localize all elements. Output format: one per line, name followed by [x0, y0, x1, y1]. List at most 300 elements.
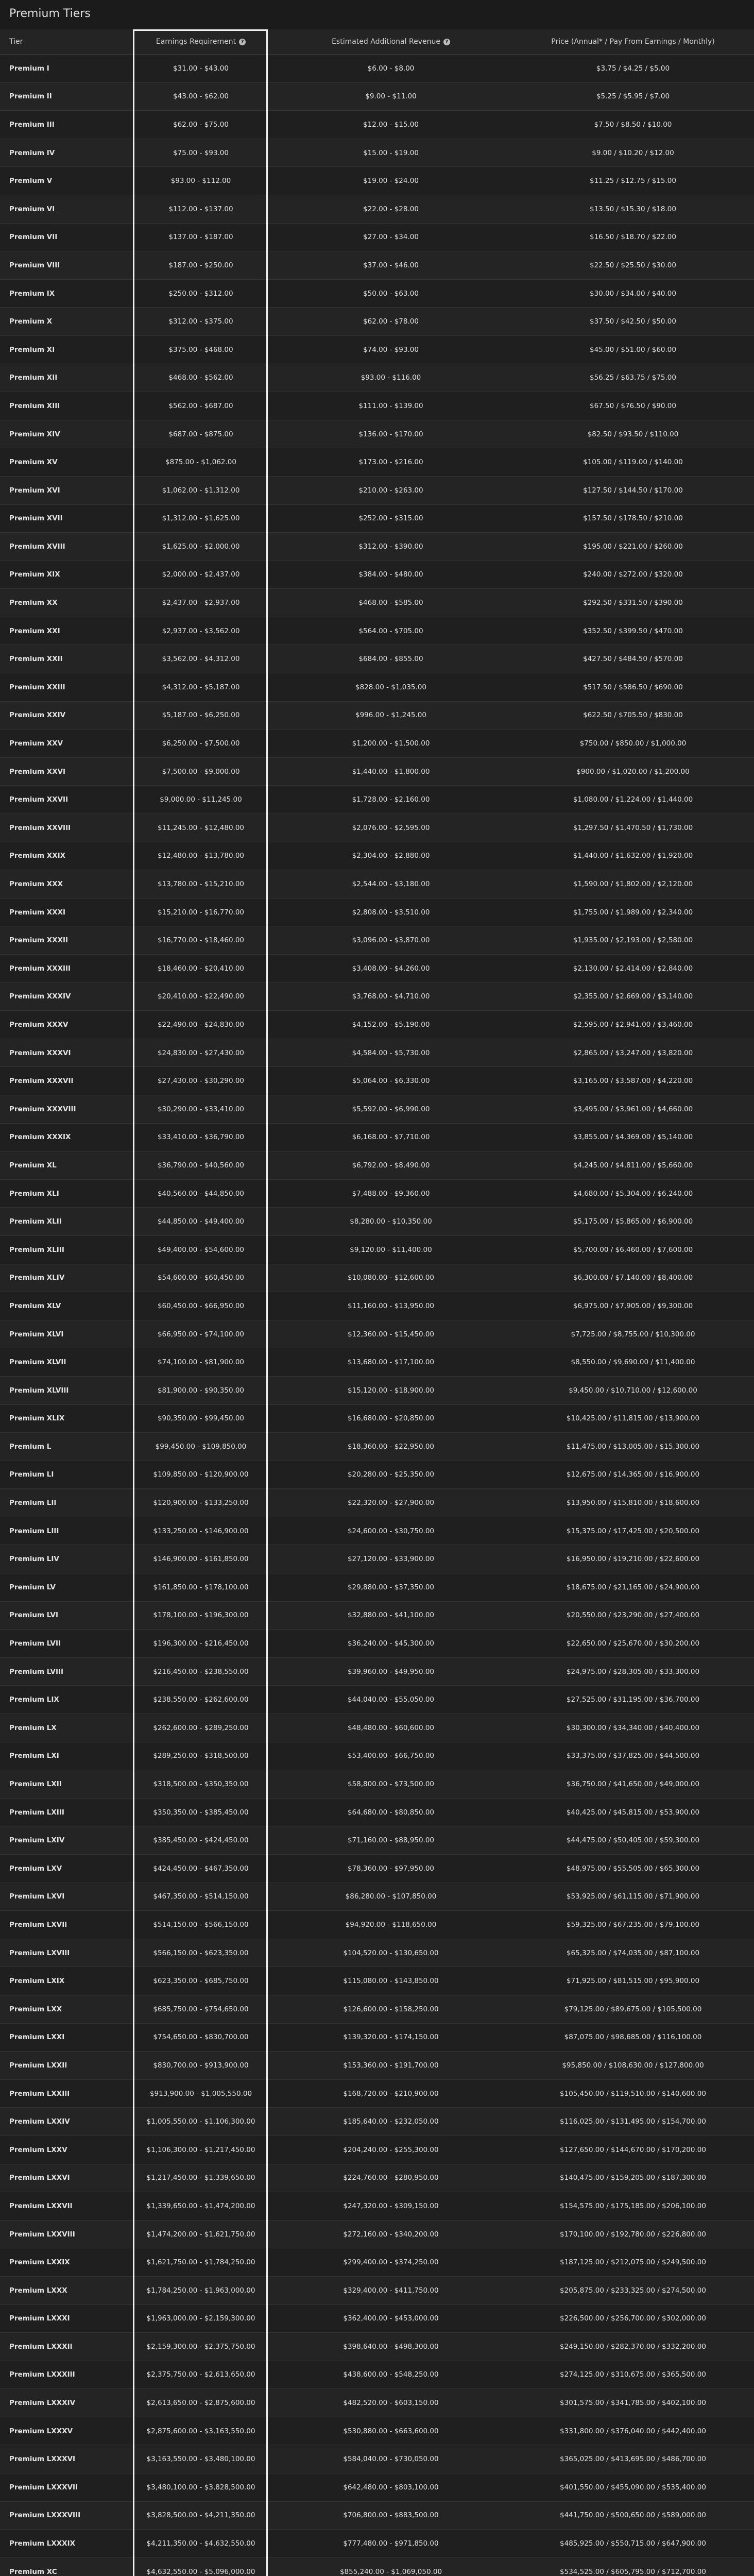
- estimated-revenue-cell: $299,400.00 - $374,250.00: [270, 2248, 512, 2277]
- table-row: [0, 926, 754, 955]
- table-row: [0, 2361, 754, 2389]
- price-cell: $20,550.00 / $23,290.00 / $27,400.00: [512, 1601, 754, 1630]
- table-row: [0, 2192, 754, 2221]
- tier-name-cell: Premium LXXIX: [0, 2248, 132, 2277]
- tier-name-cell: Premium LXXXIV: [0, 2389, 132, 2417]
- tier-name-cell: Premium I: [0, 55, 132, 83]
- tier-name-cell: Premium LXXX: [0, 2276, 132, 2304]
- tier-name-cell: Premium LVI: [0, 1601, 132, 1630]
- header-tier-label: Tier: [9, 38, 23, 46]
- tier-name-cell: Premium LV: [0, 1573, 132, 1602]
- table-row: [0, 757, 754, 786]
- earnings-requirement-cell: $3,163,550.00 - $3,480,100.00: [132, 2445, 270, 2473]
- earnings-requirement-cell: $289,250.00 - $318,500.00: [132, 1742, 270, 1770]
- price-cell: $59,325.00 / $67,235.00 / $79,100.00: [512, 1911, 754, 1939]
- estimated-revenue-cell: $39,960.00 - $49,950.00: [270, 1657, 512, 1686]
- earnings-requirement-cell: $4,312.00 - $5,187.00: [132, 673, 270, 702]
- tier-name-cell: Premium LXXVIII: [0, 2220, 132, 2248]
- estimated-revenue-cell: $22,320.00 - $27,900.00: [270, 1489, 512, 1517]
- table-row: [0, 1433, 754, 1461]
- estimated-revenue-cell: $398,640.00 - $498,300.00: [270, 2333, 512, 2361]
- estimated-revenue-cell: $27.00 - $34.00: [270, 223, 512, 251]
- table-row: [0, 1545, 754, 1573]
- table-row: [0, 955, 754, 983]
- tier-name-cell: Premium LVIII: [0, 1657, 132, 1686]
- table-row: [0, 1883, 754, 1911]
- price-cell: $427.50 / $484.50 / $570.00: [512, 645, 754, 673]
- tier-name-cell: Premium X: [0, 308, 132, 336]
- tiers-table-body: [0, 55, 754, 2576]
- table-row: [0, 448, 754, 477]
- estimated-revenue-cell: $3,768.00 - $4,710.00: [270, 982, 512, 1011]
- earnings-requirement-cell: $93.00 - $112.00: [132, 167, 270, 195]
- table-row: [0, 195, 754, 223]
- earnings-requirement-cell: $1,312.00 - $1,625.00: [132, 504, 270, 533]
- estimated-revenue-cell: $777,480.00 - $971,850.00: [270, 2530, 512, 2558]
- table-row: [0, 392, 754, 420]
- table-row: [0, 504, 754, 533]
- table-row: [0, 2333, 754, 2361]
- table-row: [0, 279, 754, 308]
- price-cell: $44,475.00 / $50,405.00 / $59,300.00: [512, 1826, 754, 1855]
- tier-name-cell: Premium XXIII: [0, 673, 132, 702]
- info-icon[interactable]: ?: [443, 39, 450, 45]
- earnings-requirement-cell: $27,430.00 - $30,290.00: [132, 1067, 270, 1095]
- price-cell: $226,500.00 / $256,700.00 / $302,000.00: [512, 2304, 754, 2333]
- table-row: [0, 2248, 754, 2277]
- earnings-requirement-cell: $238,550.00 - $262,600.00: [132, 1686, 270, 1714]
- estimated-revenue-cell: $996.00 - $1,245.00: [270, 701, 512, 730]
- tier-name-cell: Premium LXVI: [0, 1883, 132, 1911]
- earnings-requirement-cell: $250.00 - $312.00: [132, 279, 270, 308]
- price-cell: $9,450.00 / $10,710.00 / $12,600.00: [512, 1376, 754, 1404]
- table-row: [0, 1517, 754, 1545]
- earnings-requirement-cell: $9,000.00 - $11,245.00: [132, 786, 270, 814]
- price-cell: $170,100.00 / $192,780.00 / $226,800.00: [512, 2220, 754, 2248]
- price-cell: $116,025.00 / $131,495.00 / $154,700.00: [512, 2108, 754, 2136]
- price-cell: $292.50 / $331.50 / $390.00: [512, 589, 754, 617]
- price-cell: $195.00 / $221.00 / $260.00: [512, 533, 754, 561]
- table-row: [0, 335, 754, 364]
- price-cell: $65,325.00 / $74,035.00 / $87,100.00: [512, 1939, 754, 1967]
- table-row: [0, 2164, 754, 2192]
- estimated-revenue-cell: $642,480.00 - $803,100.00: [270, 2473, 512, 2502]
- estimated-revenue-cell: $50.00 - $63.00: [270, 279, 512, 308]
- estimated-revenue-cell: $20,280.00 - $25,350.00: [270, 1461, 512, 1489]
- price-cell: $2,355.00 / $2,669.00 / $3,140.00: [512, 982, 754, 1011]
- table-row: [0, 1686, 754, 1714]
- table-row: [0, 1376, 754, 1404]
- earnings-requirement-cell: $12,480.00 - $13,780.00: [132, 842, 270, 870]
- tier-name-cell: Premium LXXXVII: [0, 2473, 132, 2502]
- tier-name-cell: Premium XXV: [0, 730, 132, 758]
- estimated-revenue-cell: $6,168.00 - $7,710.00: [270, 1123, 512, 1151]
- estimated-revenue-cell: $564.00 - $705.00: [270, 617, 512, 645]
- table-row: [0, 533, 754, 561]
- earnings-requirement-cell: $31.00 - $43.00: [132, 55, 270, 83]
- table-row: [0, 645, 754, 673]
- price-cell: $401,550.00 / $455,090.00 / $535,400.00: [512, 2473, 754, 2502]
- tier-name-cell: Premium XXIX: [0, 842, 132, 870]
- tier-name-cell: Premium XXXIII: [0, 955, 132, 983]
- estimated-revenue-cell: $5,064.00 - $6,330.00: [270, 1067, 512, 1095]
- price-cell: $1,590.00 / $1,802.00 / $2,120.00: [512, 870, 754, 899]
- estimated-revenue-cell: $530,880.00 - $663,600.00: [270, 2417, 512, 2445]
- estimated-revenue-cell: $64,680.00 - $80,850.00: [270, 1798, 512, 1826]
- table-row: [0, 2557, 754, 2576]
- estimated-revenue-cell: $312.00 - $390.00: [270, 533, 512, 561]
- price-cell: $11.25 / $12.75 / $15.00: [512, 167, 754, 195]
- tier-name-cell: Premium LXIII: [0, 1798, 132, 1826]
- earnings-requirement-cell: $2,437.00 - $2,937.00: [132, 589, 270, 617]
- table-row: [0, 364, 754, 392]
- estimated-revenue-cell: $29,880.00 - $37,350.00: [270, 1573, 512, 1602]
- earnings-requirement-cell: $262,600.00 - $289,250.00: [132, 1714, 270, 1742]
- estimated-revenue-cell: $828.00 - $1,035.00: [270, 673, 512, 702]
- price-cell: $13.50 / $15.30 / $18.00: [512, 195, 754, 223]
- earnings-requirement-cell: $467,350.00 - $514,150.00: [132, 1883, 270, 1911]
- tier-name-cell: Premium XXVI: [0, 757, 132, 786]
- table-row: [0, 673, 754, 702]
- table-row: [0, 2220, 754, 2248]
- estimated-revenue-cell: $384.00 - $480.00: [270, 561, 512, 589]
- earnings-requirement-cell: $3,480,100.00 - $3,828,500.00: [132, 2473, 270, 2502]
- estimated-revenue-cell: $4,584.00 - $5,730.00: [270, 1039, 512, 1067]
- header-price-label: Price (Annual* / Pay From Earnings / Monthly): [551, 38, 715, 46]
- earnings-requirement-cell: $216,450.00 - $238,550.00: [132, 1657, 270, 1686]
- estimated-revenue-cell: $185,640.00 - $232,050.00: [270, 2108, 512, 2136]
- tier-name-cell: Premium XVI: [0, 476, 132, 504]
- price-cell: $3,165.00 / $3,587.00 / $4,220.00: [512, 1067, 754, 1095]
- estimated-revenue-cell: $362,400.00 - $453,000.00: [270, 2304, 512, 2333]
- price-cell: $5,175.00 / $5,865.00 / $6,900.00: [512, 1208, 754, 1236]
- price-cell: $7,725.00 / $8,755.00 / $10,300.00: [512, 1320, 754, 1348]
- estimated-revenue-cell: $78,360.00 - $97,950.00: [270, 1855, 512, 1883]
- tier-name-cell: Premium LII: [0, 1489, 132, 1517]
- table-row: [0, 1067, 754, 1095]
- info-icon[interactable]: ?: [239, 39, 246, 45]
- tiers-table-container: [0, 29, 754, 2576]
- earnings-requirement-cell: $161,850.00 - $178,100.00: [132, 1573, 270, 1602]
- earnings-requirement-cell: $3,562.00 - $4,312.00: [132, 645, 270, 673]
- tier-name-cell: Premium XLVIII: [0, 1376, 132, 1404]
- estimated-revenue-cell: $62.00 - $78.00: [270, 308, 512, 336]
- price-cell: $2,130.00 / $2,414.00 / $2,840.00: [512, 955, 754, 983]
- table-row: [0, 1235, 754, 1264]
- earnings-requirement-cell: $875.00 - $1,062.00: [132, 448, 270, 477]
- tier-name-cell: Premium XVIII: [0, 533, 132, 561]
- earnings-requirement-cell: $312.00 - $375.00: [132, 308, 270, 336]
- table-row: [0, 1939, 754, 1967]
- tier-name-cell: Premium LXXV: [0, 2136, 132, 2164]
- header-earnings-label: Earnings Requirement: [156, 38, 236, 46]
- table-row: [0, 1770, 754, 1799]
- price-cell: $3.75 / $4.25 / $5.00: [512, 55, 754, 83]
- table-row: [0, 1967, 754, 1995]
- estimated-revenue-cell: $13,680.00 - $17,100.00: [270, 1348, 512, 1377]
- earnings-requirement-cell: $187.00 - $250.00: [132, 251, 270, 280]
- tier-name-cell: Premium XX: [0, 589, 132, 617]
- estimated-revenue-cell: $12,360.00 - $15,450.00: [270, 1320, 512, 1348]
- earnings-requirement-cell: $1,621,750.00 - $1,784,250.00: [132, 2248, 270, 2277]
- estimated-revenue-cell: $27,120.00 - $33,900.00: [270, 1545, 512, 1573]
- estimated-revenue-cell: $173.00 - $216.00: [270, 448, 512, 477]
- tier-name-cell: Premium LIII: [0, 1517, 132, 1545]
- table-row: [0, 1489, 754, 1517]
- tier-name-cell: Premium XXIV: [0, 701, 132, 730]
- earnings-requirement-cell: $60,450.00 - $66,950.00: [132, 1292, 270, 1320]
- tier-name-cell: Premium LXXIII: [0, 2079, 132, 2108]
- table-row: [0, 870, 754, 899]
- tier-name-cell: Premium XLIV: [0, 1264, 132, 1292]
- table-row: [0, 1798, 754, 1826]
- earnings-requirement-cell: $49,400.00 - $54,600.00: [132, 1235, 270, 1264]
- price-cell: $750.00 / $850.00 / $1,000.00: [512, 730, 754, 758]
- table-row: [0, 1630, 754, 1658]
- earnings-requirement-cell: $2,613,650.00 - $2,875,600.00: [132, 2389, 270, 2417]
- tier-name-cell: Premium XIX: [0, 561, 132, 589]
- earnings-requirement-cell: $24,830.00 - $27,430.00: [132, 1039, 270, 1067]
- estimated-revenue-cell: $37.00 - $46.00: [270, 251, 512, 280]
- price-cell: $517.50 / $586.50 / $690.00: [512, 673, 754, 702]
- earnings-requirement-cell: $1,784,250.00 - $1,963,000.00: [132, 2276, 270, 2304]
- tier-name-cell: Premium XXX: [0, 870, 132, 899]
- table-row: [0, 1601, 754, 1630]
- estimated-revenue-cell: $204,240.00 - $255,300.00: [270, 2136, 512, 2164]
- earnings-requirement-cell: $178,100.00 - $196,300.00: [132, 1601, 270, 1630]
- tier-name-cell: Premium XXVII: [0, 786, 132, 814]
- estimated-revenue-cell: $115,080.00 - $143,850.00: [270, 1967, 512, 1995]
- earnings-requirement-cell: $468.00 - $562.00: [132, 364, 270, 392]
- earnings-requirement-cell: $2,875,600.00 - $3,163,550.00: [132, 2417, 270, 2445]
- earnings-requirement-cell: $375.00 - $468.00: [132, 335, 270, 364]
- table-row: [0, 2473, 754, 2502]
- price-cell: $82.50 / $93.50 / $110.00: [512, 420, 754, 448]
- earnings-requirement-cell: $30,290.00 - $33,410.00: [132, 1095, 270, 1123]
- table-row: [0, 730, 754, 758]
- price-cell: $1,755.00 / $1,989.00 / $2,340.00: [512, 898, 754, 926]
- estimated-revenue-cell: $272,160.00 - $340,200.00: [270, 2220, 512, 2248]
- estimated-revenue-cell: $126,600.00 - $158,250.00: [270, 1995, 512, 2023]
- earnings-requirement-cell: $318,500.00 - $350,350.00: [132, 1770, 270, 1799]
- estimated-revenue-cell: $1,728.00 - $2,160.00: [270, 786, 512, 814]
- tier-name-cell: Premium LXI: [0, 1742, 132, 1770]
- page-title: Premium Tiers: [9, 7, 91, 20]
- earnings-requirement-cell: $514,150.00 - $566,150.00: [132, 1911, 270, 1939]
- earnings-requirement-cell: $754,650.00 - $830,700.00: [132, 2023, 270, 2052]
- table-row: [0, 701, 754, 730]
- table-row: [0, 1264, 754, 1292]
- tier-name-cell: Premium LXIV: [0, 1826, 132, 1855]
- tier-name-cell: Premium VIII: [0, 251, 132, 280]
- estimated-revenue-cell: $136.00 - $170.00: [270, 420, 512, 448]
- tier-name-cell: Premium LXXIV: [0, 2108, 132, 2136]
- table-row: [0, 2445, 754, 2473]
- tier-name-cell: Premium LXXVI: [0, 2164, 132, 2192]
- price-cell: $1,080.00 / $1,224.00 / $1,440.00: [512, 786, 754, 814]
- earnings-requirement-cell: $112.00 - $137.00: [132, 195, 270, 223]
- earnings-requirement-cell: $99,450.00 - $109,850.00: [132, 1433, 270, 1461]
- tier-name-cell: Premium LXXII: [0, 2052, 132, 2080]
- estimated-revenue-cell: $94,920.00 - $118,650.00: [270, 1911, 512, 1939]
- tier-name-cell: Premium XXXI: [0, 898, 132, 926]
- tier-name-cell: Premium XV: [0, 448, 132, 477]
- estimated-revenue-cell: $247,320.00 - $309,150.00: [270, 2192, 512, 2221]
- tier-name-cell: Premium L: [0, 1433, 132, 1461]
- tier-name-cell: Premium LXXXI: [0, 2304, 132, 2333]
- price-cell: $3,855.00 / $4,369.00 / $5,140.00: [512, 1123, 754, 1151]
- tier-name-cell: Premium LXXI: [0, 2023, 132, 2052]
- estimated-revenue-cell: $18,360.00 - $22,950.00: [270, 1433, 512, 1461]
- estimated-revenue-cell: $3,408.00 - $4,260.00: [270, 955, 512, 983]
- price-cell: $301,575.00 / $341,785.00 / $402,100.00: [512, 2389, 754, 2417]
- table-row: [0, 786, 754, 814]
- table-row: [0, 1320, 754, 1348]
- estimated-revenue-cell: $10,080.00 - $12,600.00: [270, 1264, 512, 1292]
- tier-name-cell: Premium XXXVIII: [0, 1095, 132, 1123]
- header-price: [512, 29, 754, 55]
- earnings-requirement-cell: $385,450.00 - $424,450.00: [132, 1826, 270, 1855]
- price-cell: $187,125.00 / $212,075.00 / $249,500.00: [512, 2248, 754, 2277]
- tier-name-cell: Premium LXIX: [0, 1967, 132, 1995]
- tier-name-cell: Premium XLIX: [0, 1404, 132, 1433]
- earnings-requirement-cell: $6,250.00 - $7,500.00: [132, 730, 270, 758]
- earnings-requirement-cell: $66,950.00 - $74,100.00: [132, 1320, 270, 1348]
- table-row: [0, 139, 754, 167]
- earnings-requirement-cell: $5,187.00 - $6,250.00: [132, 701, 270, 730]
- table-row: [0, 2136, 754, 2164]
- table-row: [0, 1911, 754, 1939]
- earnings-requirement-cell: $1,217,450.00 - $1,339,650.00: [132, 2164, 270, 2192]
- earnings-requirement-cell: $16,770.00 - $18,460.00: [132, 926, 270, 955]
- estimated-revenue-cell: $12.00 - $15.00: [270, 111, 512, 139]
- tier-name-cell: Premium XI: [0, 335, 132, 364]
- price-cell: $10,425.00 / $11,815.00 / $13,900.00: [512, 1404, 754, 1433]
- price-cell: $157.50 / $178.50 / $210.00: [512, 504, 754, 533]
- earnings-requirement-cell: $350,350.00 - $385,450.00: [132, 1798, 270, 1826]
- table-row: [0, 476, 754, 504]
- estimated-revenue-cell: $482,520.00 - $603,150.00: [270, 2389, 512, 2417]
- earnings-requirement-cell: $2,159,300.00 - $2,375,750.00: [132, 2333, 270, 2361]
- table-row: [0, 2108, 754, 2136]
- price-cell: $205,875.00 / $233,325.00 / $274,500.00: [512, 2276, 754, 2304]
- tier-name-cell: Premium XXII: [0, 645, 132, 673]
- tier-name-cell: Premium XLIII: [0, 1235, 132, 1264]
- tier-name-cell: Premium VII: [0, 223, 132, 251]
- estimated-revenue-cell: $11,160.00 - $13,950.00: [270, 1292, 512, 1320]
- table-row: [0, 1855, 754, 1883]
- earnings-requirement-cell: $36,790.00 - $40,560.00: [132, 1151, 270, 1180]
- estimated-revenue-cell: $252.00 - $315.00: [270, 504, 512, 533]
- estimated-revenue-cell: $584,040.00 - $730,050.00: [270, 2445, 512, 2473]
- tier-name-cell: Premium XII: [0, 364, 132, 392]
- tier-name-cell: Premium LXXXII: [0, 2333, 132, 2361]
- estimated-revenue-cell: $1,200.00 - $1,500.00: [270, 730, 512, 758]
- table-row: [0, 1039, 754, 1067]
- price-cell: $1,297.50 / $1,470.50 / $1,730.00: [512, 814, 754, 842]
- table-row: [0, 308, 754, 336]
- earnings-requirement-cell: $566,150.00 - $623,350.00: [132, 1939, 270, 1967]
- table-header-row: [0, 29, 754, 55]
- price-cell: $9.00 / $10.20 / $12.00: [512, 139, 754, 167]
- price-cell: $67.50 / $76.50 / $90.00: [512, 392, 754, 420]
- earnings-requirement-cell: $18,460.00 - $20,410.00: [132, 955, 270, 983]
- earnings-requirement-cell: $4,632,550.00 - $5,096,000.00: [132, 2557, 270, 2576]
- estimated-revenue-cell: $36,240.00 - $45,300.00: [270, 1630, 512, 1658]
- earnings-requirement-cell: $3,828,500.00 - $4,211,350.00: [132, 2501, 270, 2530]
- tier-name-cell: Premium LIV: [0, 1545, 132, 1573]
- table-row: [0, 1151, 754, 1180]
- price-cell: $534,525.00 / $605,795.00 / $712,700.00: [512, 2557, 754, 2576]
- earnings-requirement-cell: $1,106,300.00 - $1,217,450.00: [132, 2136, 270, 2164]
- estimated-revenue-cell: $684.00 - $855.00: [270, 645, 512, 673]
- price-cell: $127.50 / $144.50 / $170.00: [512, 476, 754, 504]
- price-cell: $22.50 / $25.50 / $30.00: [512, 251, 754, 280]
- earnings-requirement-cell: $424,450.00 - $467,350.00: [132, 1855, 270, 1883]
- tier-name-cell: Premium LXXXIX: [0, 2530, 132, 2558]
- price-cell: $274,125.00 / $310,675.00 / $365,500.00: [512, 2361, 754, 2389]
- estimated-revenue-cell: $111.00 - $139.00: [270, 392, 512, 420]
- price-cell: $352.50 / $399.50 / $470.00: [512, 617, 754, 645]
- table-row: [0, 1292, 754, 1320]
- tiers-table: [0, 29, 754, 2576]
- table-row: [0, 1995, 754, 2023]
- table-row: [0, 1742, 754, 1770]
- tier-name-cell: Premium LXXVII: [0, 2192, 132, 2221]
- table-row: [0, 1095, 754, 1123]
- table-row: [0, 167, 754, 195]
- estimated-revenue-cell: $71,160.00 - $88,950.00: [270, 1826, 512, 1855]
- tier-name-cell: Premium VI: [0, 195, 132, 223]
- price-cell: $79,125.00 / $89,675.00 / $105,500.00: [512, 1995, 754, 2023]
- earnings-requirement-cell: $7,500.00 - $9,000.00: [132, 757, 270, 786]
- price-cell: $7.50 / $8.50 / $10.00: [512, 111, 754, 139]
- estimated-revenue-cell: $7,488.00 - $9,360.00: [270, 1179, 512, 1208]
- estimated-revenue-cell: $53,400.00 - $66,750.00: [270, 1742, 512, 1770]
- earnings-requirement-cell: $1,474,200.00 - $1,621,750.00: [132, 2220, 270, 2248]
- estimated-revenue-cell: $168,720.00 - $210,900.00: [270, 2079, 512, 2108]
- earnings-requirement-cell: $1,339,650.00 - $1,474,200.00: [132, 2192, 270, 2221]
- table-row: [0, 251, 754, 280]
- table-row: [0, 55, 754, 83]
- price-cell: $16,950.00 / $19,210.00 / $22,600.00: [512, 1545, 754, 1573]
- price-cell: $6,300.00 / $7,140.00 / $8,400.00: [512, 1264, 754, 1292]
- earnings-requirement-cell: $81,900.00 - $90,350.00: [132, 1376, 270, 1404]
- estimated-revenue-cell: $74.00 - $93.00: [270, 335, 512, 364]
- estimated-revenue-cell: $22.00 - $28.00: [270, 195, 512, 223]
- price-cell: $37.50 / $42.50 / $50.00: [512, 308, 754, 336]
- table-row: [0, 2023, 754, 2052]
- price-cell: $2,865.00 / $3,247.00 / $3,820.00: [512, 1039, 754, 1067]
- estimated-revenue-cell: $6.00 - $8.00: [270, 55, 512, 83]
- price-cell: $4,245.00 / $4,811.00 / $5,660.00: [512, 1151, 754, 1180]
- estimated-revenue-cell: $24,600.00 - $30,750.00: [270, 1517, 512, 1545]
- estimated-revenue-cell: $210.00 - $263.00: [270, 476, 512, 504]
- price-cell: $485,925.00 / $550,715.00 / $647,900.00: [512, 2530, 754, 2558]
- tier-name-cell: Premium LXII: [0, 1770, 132, 1799]
- earnings-requirement-cell: $43.00 - $62.00: [132, 82, 270, 111]
- header-revenue-label: Estimated Additional Revenue: [332, 38, 440, 46]
- tier-name-cell: Premium XLV: [0, 1292, 132, 1320]
- header-earnings: [132, 29, 270, 55]
- earnings-requirement-cell: $40,560.00 - $44,850.00: [132, 1179, 270, 1208]
- price-cell: $24,975.00 / $28,305.00 / $33,300.00: [512, 1657, 754, 1686]
- tier-name-cell: Premium LI: [0, 1461, 132, 1489]
- estimated-revenue-cell: $1,440.00 - $1,800.00: [270, 757, 512, 786]
- table-row: [0, 589, 754, 617]
- header-tier: [0, 29, 132, 55]
- table-row: [0, 223, 754, 251]
